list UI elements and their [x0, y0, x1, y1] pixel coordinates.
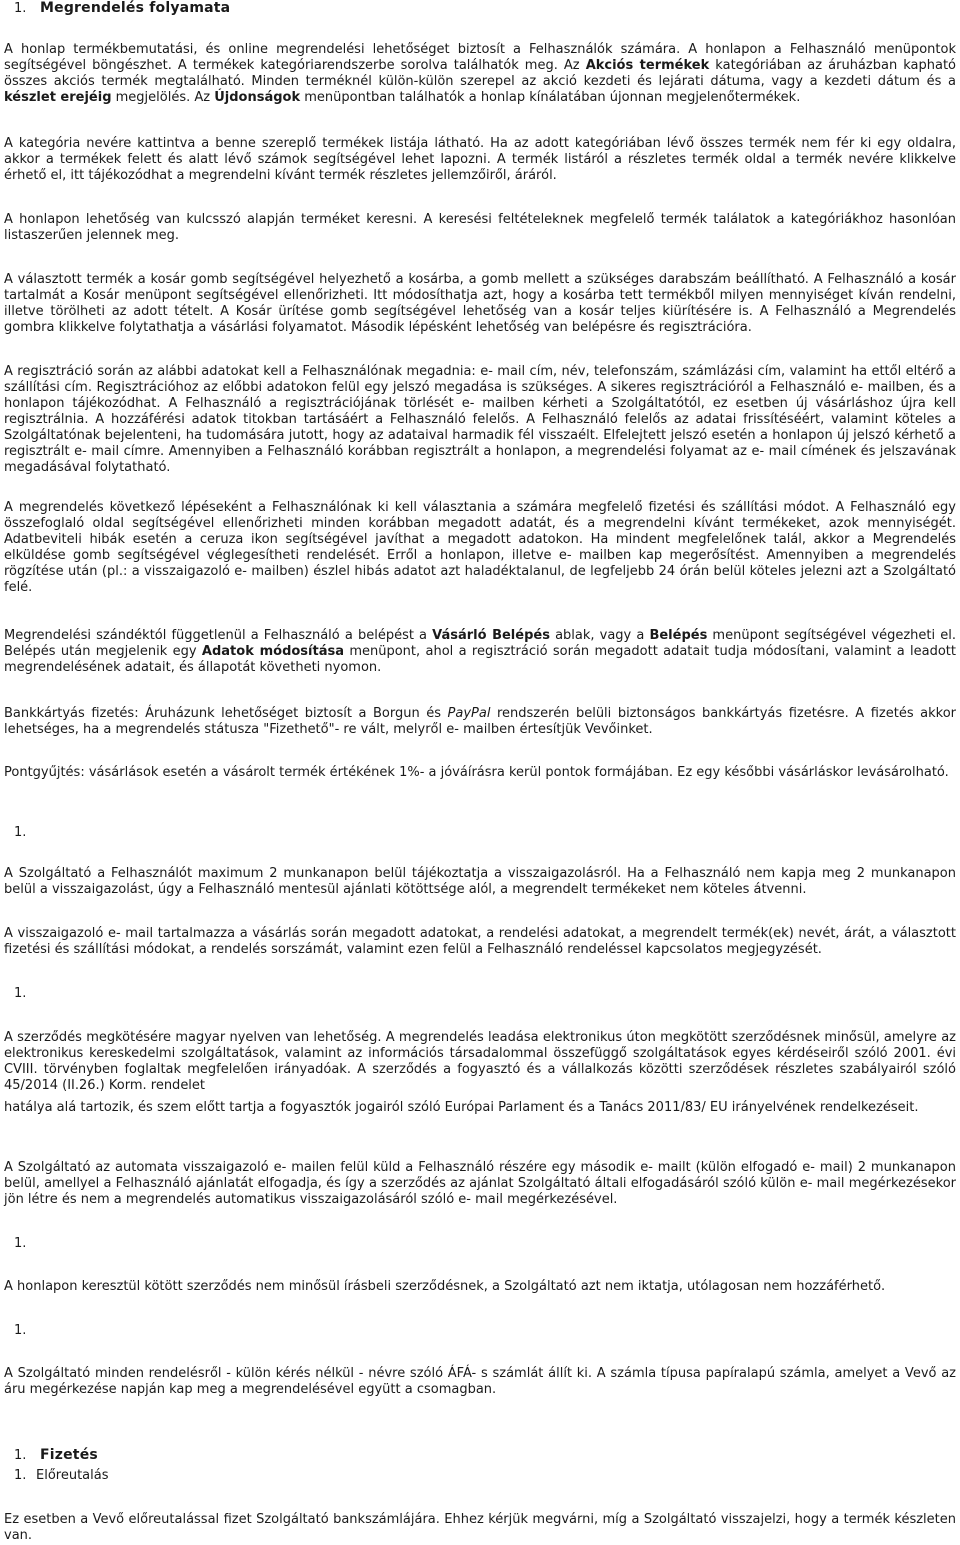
list-number-text: 1.	[14, 986, 27, 1001]
section-heading-fizetes	[14, 1447, 98, 1464]
paragraph-fizetesi-mod: A megrendelés következő lépéseként a Felhasználónak ki kell választania a számára megfelelő fizetési és szállítási módot. A Felhasználó egy összefoglaló oldal segítségével ellenőrizheti minden korábban megadott adatát, és a megrendelni kívánt termékeket, azok mennyiségét. Adatbeviteli hibák esetén a ceruza ikon segítségével javíthat a megadott adatokon. Ha mindent megfelelőnek talál, akkor a Megrendelés elküldése gomb segítségével véglegesítheti rendelését. Erről a honlapon, illetve e- mailben kap megerősítést. Amennyiben a megrendelés rögzítése után (pl.: a visszaigazoló e- mailben) észlel hibás adatot azt haladéktalanul, de legfeljebb 24 órán belül köteles jelezni azt a Szolgáltató felé.	[4, 500, 956, 595]
bold-belepes: Belépés	[649, 628, 708, 643]
heading-title: Előreutalás	[36, 1468, 109, 1483]
text-run: Megrendelési szándéktól függetlenül a Felhasználó a belépést a	[4, 628, 433, 643]
paragraph-hatalya: hatálya alá tartozik, és szem előtt tartja a fogyasztók jogairól szóló Európai Parlament és a Tanács 2011/83/ EU irányelvének rendelkezéseit.	[4, 1100, 919, 1115]
heading-number: 1.	[14, 1468, 27, 1483]
list-number-text: 1.	[14, 1323, 27, 1338]
text-run: menüpontban találhatók a honlap kínálatában újonnan megjelenőtermékek.	[300, 90, 801, 105]
text-run: rendszerén belüli biztonságos bankkártyás fizetésre. A fizetés akkor lehetséges, ha a megrendelés státusza "Fizethető"- re vált, melyről e- mailben értesítjük Vevőinket.	[4, 706, 956, 737]
paragraph-kosar: A választott termék a kosár gomb segítségével helyezhető a kosárba, a gomb mellett a szükséges darabszám beállítható. A Felhasználó a kosár tartalmát a Kosár menüpont segítségével ellenőrizheti. Itt módosíthatja azt, hogy a kosárba tett termékből milyen mennyiséget kíván rendelni, illetve törölheti az adott tételt. A Kosár ürítése gomb segítségével lehetőség van a kosár teljes kiürítésére is. A Felhasználó a Megrendelés gombra klikkelve folytathatja a vásárlási folyamatot. Második lépésként lehetőség van belépésre és regisztrációra.	[4, 272, 956, 335]
paragraph-regisztracio: A regisztráció során az alábbi adatokat kell a Felhasználónak megadnia: e- mail cím, név, telefonszám, számlázási cím, valamint ha ettől eltérő a szállítási cím. Regisztrációhoz az előbbi adatokon felül egy jelszó megadása is szükséges. A sikeres regisztrációról a Felhasználó e- mailben, és a honlapon tájékozódhat. A Felhasználó a regisztrációjának törlését e- mailben kérheti a Szolgáltatótól, ez esetben új vásárláshoz újra kell regisztrálnia. A hozzáférési adatok titokban tartásáért a Felhasználó felelős. A Felhasználó felelős az adatai frissítéséért, valamint köteles a Szolgáltatónak bejelenteni, ha tudomására jutott, hogy az adataival harmadik fél visszaélt. Elfelejtett jelszó esetén a honlapon új jelszó kérhető a regisztrált e- mail címre. Amennyiben a Felhasználó korábban regisztrált a honlapon, a megrendelési folyamat az e- mail címének és jelszavának megadásával folytatható.	[4, 364, 956, 475]
text-run: menüpont segítségével végezheti el. Belépés után megjelenik egy	[4, 628, 956, 659]
text-run: ablak, vagy a	[549, 628, 650, 643]
subheading-eloreutalas	[14, 1468, 109, 1484]
bold-keszlet-erejeig: készlet erejéig	[4, 90, 112, 105]
section-heading-megrendeles	[14, 0, 230, 17]
paragraph-kategoria: A kategória nevére kattintva a benne szereplő termékek listája látható. Ha az adott kategóriában lévő összes termék nem fér ki egy oldalra, akkor a termékek felett és alatt lévő számok segítségével lehet lapozni. A termék listáról a részletes termék oldal a termék nevére klikkelve érhető el, itt tájékozódhat a megrendelni kívánt termék részletes jellemzőiről, áráról.	[4, 136, 956, 183]
paragraph-visszaigazolo-email: A visszaigazoló e- mail tartalmazza a vásárlás során megadott adatokat, a rendelési adatokat, a megrendelt termék(ek) nevét, árát, a választott fizetési és szállítási módokat, a rendelés sorszámát, valamint ezen felül a Felhasználó rendeléssel kapcsolatos megjegyzését.	[4, 926, 956, 957]
paragraph-irasbeli-szerzodes: A honlapon keresztül kötött szerződés nem minősül írásbeli szerződésnek, a Szolgáltató azt nem iktatja, utólagosan nem hozzáférhető.	[4, 1279, 886, 1294]
list-number	[14, 986, 26, 1002]
paragraph-kereses: A honlapon lehetőség van kulcsszó alapján terméket keresni. A keresési feltételeknek megfelelő termék találatok a kategóriákhoz hasonlóan listaszerűen jelennek meg.	[4, 212, 956, 243]
paragraph-masodik-email: A Szolgáltató az automata visszaigazoló e- mailen felül küld a Felhasználó részére egy második e- mailt (külön elfogadó e- mail) 2 munkanapon belül, amellyel a Felhasználó ajánlatát elfogadja, és így a szerződés az ajánlat Szolgáltató általi elfogadásáról szóló külön e- mail megérkezésekor jön létre és nem a megrendelés automatikus visszaigazolásáról szóló e- mail megérkezésével.	[4, 1160, 956, 1207]
text-run: megjelölés. Az	[111, 90, 215, 105]
bold-akcios-termekek: Akciós termékek	[585, 58, 710, 73]
heading-title: Fizetés	[40, 1447, 98, 1463]
bold-adatok-modositasa: Adatok módosítása	[201, 644, 344, 659]
text-run: A honlap termékbemutatási, és online megrendelési lehetőséget biztosít a Felhasználók számára. A honlapon a Felhasználó menüpontok segítségével böngészhet. A termékek kategóriarendszerbe sorolva találhatók meg. Az	[4, 42, 956, 73]
list-number	[14, 825, 26, 841]
heading-number: 1.	[14, 1, 27, 16]
text-run: Bankkártyás fizetés: Áruházunk lehetőséget biztosít a Borgun és	[4, 706, 448, 721]
list-number	[14, 1236, 26, 1252]
paragraph-belepes	[4, 628, 956, 676]
paragraph-bankkartyas-fizetes	[4, 706, 956, 738]
paragraph-eloreutalas: Ez esetben a Vevő előreutalással fizet Szolgáltató bankszámlájára. Ehhez kérjük megvárni, míg a Szolgáltató visszajelzi, hogy a termék készleten van.	[4, 1512, 956, 1543]
bold-ujdonsagok: Újdonságok	[214, 90, 301, 105]
text-run: menüpont, ahol a regisztráció során megadott adatait tudja módosítani, valamint a leadott megrendelésének adatait, és állapotát követheti nyomon.	[4, 644, 956, 675]
heading-number: 1.	[14, 1448, 27, 1463]
bold-vasarlo-belepes: Vásárló Belépés	[432, 628, 550, 643]
heading-title: Megrendelés folyamata	[40, 0, 231, 16]
list-number-text: 1.	[14, 825, 27, 840]
list-number-text: 1.	[14, 1236, 27, 1251]
list-number	[14, 1323, 26, 1339]
paragraph-pontgyujtes: Pontgyűjtés: vásárlások esetén a vásárolt termék értékének 1%- a jóváírásra kerül pontok formájában. Ez egy későbbi vásárláskor levásárolható.	[4, 765, 949, 780]
paragraph-intro	[4, 42, 956, 106]
text-run: kategóriában az áruházban kapható összes akciós termék megtalálható. Minden terméknél külön-külön szerepel az akció kezdeti és lejárati dátuma, vagy a kezdeti dátum és a	[4, 58, 957, 89]
paragraph-visszaigazolas: A Szolgáltató a Felhasználót maximum 2 munkanapon belül tájékoztatja a visszaigazolásról. Ha a Felhasználó nem kapja meg 2 munkanapon belül a visszaigazolást, úgy a Felhasználó mentesül ajánlati kötöttsége alól, a megrendelt termékeket nem köteles átvenni.	[4, 866, 956, 897]
paragraph-szamla: A Szolgáltató minden rendelésről - külön kérés nélkül - névre szóló ÁFÁ- s számlát állít ki. A számla típusa papíralapú számla, amelyet a Vevő az áru megérkezése napján kap meg a megrendelésével együtt a csomagban.	[4, 1366, 956, 1397]
italic-paypal: PayPal	[447, 706, 491, 721]
paragraph-szerzodes: A szerződés megkötésére magyar nyelven van lehetőség. A megrendelés leadása elektronikus úton megkötött szerződésnek minősül, amelyre az elektronikus kereskedelmi szolgáltatások, valamint az információs társadalommal összefüggő szolgáltatások egyes kérdéseiről szóló 2001. évi CVIII. törvényben foglaltak megfelelően irányadóak. A szerződés a fogyasztó és a vállalkozás közötti szerződések részletes szabályairól szóló 45/2014 (II.26.) Korm. rendelet	[4, 1030, 956, 1093]
